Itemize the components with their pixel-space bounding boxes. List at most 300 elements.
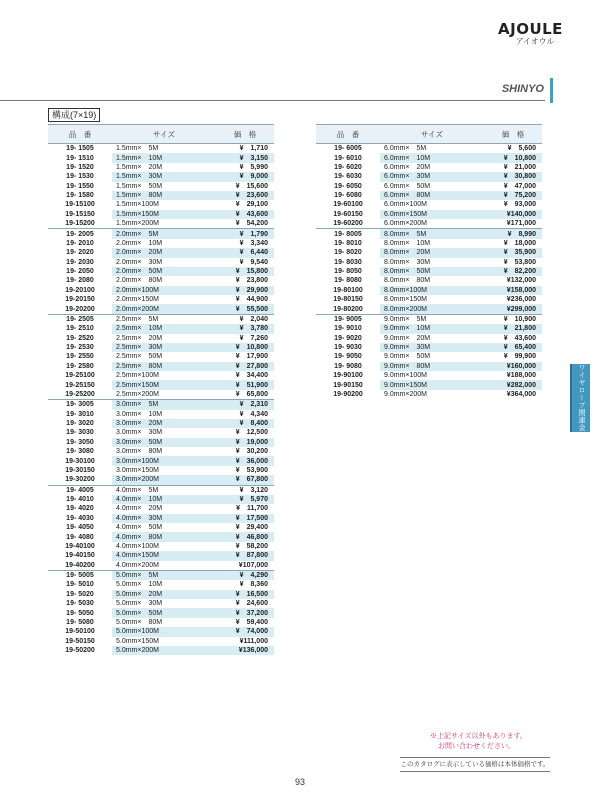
price-cell: ¥ 93,000 (503, 201, 536, 209)
size-cell: 2.5mm× 50M (116, 353, 163, 361)
price-cell: ¥ 1,710 (239, 145, 268, 153)
price-cell: ¥140,000 (484, 210, 542, 219)
table-row (48, 286, 274, 295)
price-cell: ¥ 6,440 (216, 248, 274, 257)
product-code-cell: 19-30200 (48, 475, 112, 485)
size-cell: 9.0mm×200M (384, 390, 427, 398)
table-row (316, 362, 542, 371)
table-row (48, 618, 274, 627)
table-row (48, 447, 274, 456)
price-cell: ¥ 8,400 (216, 419, 274, 428)
price-cell: ¥ 3,150 (216, 153, 274, 162)
size-cell: 4.0mm× 5M (116, 486, 159, 494)
price-cell: ¥ 37,200 (216, 608, 274, 617)
column-header-size: サイズ (380, 125, 484, 144)
product-code-cell: 19- 8050 (334, 268, 362, 276)
size-cell: 2.0mm× 10M (116, 239, 163, 247)
size-cell: 9.0mm× 50M (384, 353, 431, 361)
table-row (48, 504, 274, 513)
product-code-cell: 19- 6080 (334, 192, 362, 200)
price-cell: ¥ 82,200 (484, 267, 542, 276)
table-row (48, 371, 274, 380)
price-cell: ¥ 23,800 (235, 277, 268, 285)
table-row (316, 200, 542, 209)
price-cell: ¥ 24,600 (235, 600, 268, 608)
price-cell: ¥ 47,000 (503, 182, 536, 190)
product-code-cell: 19- 2080 (66, 277, 94, 285)
price-cell: ¥299,000 (484, 304, 542, 314)
product-code-cell: 19- 5005 (66, 572, 94, 580)
product-code-cell: 19-30150 (65, 466, 95, 474)
table-row (316, 153, 542, 162)
price-cell: ¥ 67,800 (216, 475, 274, 485)
table-row (48, 343, 274, 352)
table-row (48, 258, 274, 267)
table-row (48, 182, 274, 191)
price-cell: ¥ 12,500 (235, 429, 268, 437)
size-cell: 9.0mm× 5M (384, 315, 427, 323)
table-row (48, 295, 274, 304)
price-cell: ¥ 51,900 (216, 380, 274, 389)
table-row (316, 210, 542, 219)
table-row (316, 248, 542, 257)
product-code-cell: 19-20200 (48, 304, 112, 314)
price-cell: ¥ 43,600 (216, 210, 274, 219)
size-cell: 1.5mm× 10M (112, 153, 216, 162)
size-cell: 8.0mm× 20M (380, 248, 484, 257)
header-rule (0, 100, 545, 101)
price-cell: ¥ 74,000 (216, 627, 274, 636)
product-code-cell: 19- 4030 (66, 514, 94, 522)
table-header-row (48, 125, 274, 144)
product-code-cell: 19-25150 (65, 381, 95, 389)
price-cell: ¥ 21,800 (484, 324, 542, 333)
column-header-price: 価 格 (216, 125, 274, 144)
size-cell: 4.0mm×100M (116, 542, 159, 550)
price-cell: ¥136,000 (216, 646, 274, 655)
price-cell: ¥ 43,600 (503, 334, 536, 342)
size-cell: 2.0mm× 80M (116, 277, 163, 285)
size-cell: 6.0mm× 5M (384, 145, 427, 153)
size-cell: 4.0mm×200M (112, 561, 216, 571)
size-cell: 5.0mm×150M (116, 637, 159, 645)
size-cell: 5.0mm× 50M (112, 608, 216, 617)
price-cell: ¥ 59,400 (235, 618, 268, 626)
price-cell: ¥ 1,790 (216, 229, 274, 239)
price-cell: ¥ 99,900 (503, 353, 536, 361)
price-cell: ¥ 30,800 (484, 172, 542, 181)
product-code-cell: 19-60100 (333, 201, 363, 209)
product-code-cell: 19-50100 (65, 628, 95, 636)
table-row (48, 580, 274, 589)
size-cell: 3.0mm× 5M (112, 400, 216, 410)
table-row (48, 608, 274, 617)
price-cell: ¥ 35,900 (484, 248, 542, 257)
product-code-cell: 19- 3080 (66, 448, 94, 456)
table-row (48, 627, 274, 636)
table-row (316, 239, 542, 248)
size-cell: 3.0mm× 20M (112, 419, 216, 428)
size-cell: 8.0mm× 50M (380, 267, 484, 276)
size-cell: 1.5mm×200M (112, 219, 216, 229)
product-code-cell: 19- 9010 (334, 325, 362, 333)
table-row (48, 466, 274, 475)
price-cell: ¥ 17,500 (216, 514, 274, 523)
table-row (48, 400, 274, 410)
price-cell: ¥132,000 (506, 277, 536, 285)
size-cell: 6.0mm×200M (380, 219, 484, 229)
table-row (316, 324, 542, 333)
price-cell: ¥ 4,290 (216, 570, 274, 580)
price-cell: ¥ 29,100 (235, 201, 268, 209)
product-code-cell: 19- 8080 (334, 277, 362, 285)
product-code-cell: 19- 3050 (66, 438, 94, 446)
product-code-cell: 19- 5050 (66, 609, 94, 617)
price-cell: ¥ 7,260 (239, 334, 268, 342)
product-code-cell: 19-50150 (65, 637, 95, 645)
product-code-cell: 19- 8030 (334, 258, 362, 266)
product-code-cell: 19-60200 (316, 219, 380, 229)
product-code-cell: 19-90150 (333, 381, 363, 389)
product-code-cell: 19- 4080 (66, 533, 94, 541)
table-row (48, 410, 274, 419)
table-row (316, 276, 542, 285)
size-cell: 8.0mm× 80M (384, 277, 431, 285)
product-code-cell: 19- 5020 (66, 590, 94, 598)
table-row (316, 182, 542, 191)
table-row (48, 324, 274, 333)
price-footnote: このカタログに表示している価格は本体価格です。 (400, 757, 550, 772)
size-cell: 6.0mm×150M (380, 210, 484, 219)
size-cell: 9.0mm×150M (380, 380, 484, 389)
size-cell: 1.5mm× 20M (116, 163, 163, 171)
table-row (48, 380, 274, 389)
size-cell: 9.0mm× 30M (380, 343, 484, 352)
maker-label: SHINYO (501, 83, 544, 95)
product-code-cell: 19- 8010 (334, 239, 362, 247)
product-code-cell: 19- 1550 (66, 182, 94, 190)
table-row (316, 295, 542, 304)
product-code-cell: 19- 2510 (66, 325, 94, 333)
table-row (316, 314, 542, 324)
product-code-cell: 19-30100 (65, 457, 95, 465)
table-row (316, 267, 542, 276)
price-cell: ¥282,000 (484, 380, 542, 389)
product-code-cell: 19- 4020 (66, 505, 94, 513)
product-code-cell: 19-50200 (65, 647, 95, 655)
table-row (48, 219, 274, 229)
price-cell: ¥236,000 (506, 296, 536, 304)
product-code-cell: 19- 2520 (66, 334, 94, 342)
price-cell: ¥ 3,340 (239, 239, 268, 247)
product-code-cell: 19-60150 (333, 210, 363, 218)
size-cell: 5.0mm×100M (112, 627, 216, 636)
product-code-cell: 19- 3020 (66, 420, 94, 428)
size-cell: 8.0mm×200M (380, 304, 484, 314)
price-cell: ¥ 36,000 (216, 456, 274, 465)
column-header-code: 品 番 (316, 125, 380, 144)
product-code-cell: 19- 6030 (334, 173, 362, 181)
price-cell: ¥ 53,900 (235, 466, 268, 474)
price-cell: ¥ 10,800 (484, 153, 542, 162)
price-cell: ¥160,000 (484, 362, 542, 371)
size-cell: 2.0mm×200M (112, 304, 216, 314)
size-cell: 9.0mm×100M (384, 372, 427, 380)
size-cell: 1.5mm× 30M (112, 172, 216, 181)
size-cell: 5.0mm× 20M (112, 590, 216, 599)
price-cell: ¥ 58,200 (235, 542, 268, 550)
size-cell: 6.0mm× 80M (380, 191, 484, 200)
price-cell: ¥ 9,540 (239, 258, 268, 266)
product-code-cell: 19-40100 (65, 542, 95, 550)
product-code-cell: 19- 2530 (66, 344, 94, 352)
table-row (316, 343, 542, 352)
size-cell: 8.0mm×100M (380, 286, 484, 295)
size-cell: 5.0mm× 10M (116, 581, 163, 589)
size-cell: 2.5mm×100M (116, 372, 159, 380)
product-code-cell: 19-20150 (65, 296, 95, 304)
size-cell: 3.0mm× 10M (116, 410, 163, 418)
table-row (316, 258, 542, 267)
price-cell: ¥ 15,600 (235, 182, 268, 190)
table-row (316, 286, 542, 295)
table-row (48, 172, 274, 181)
size-cell: 1.5mm×100M (116, 201, 159, 209)
price-cell: ¥107,000 (216, 561, 274, 571)
product-code-cell: 19-15200 (48, 219, 112, 229)
table-row (48, 239, 274, 248)
column-header-price: 価 格 (484, 125, 542, 144)
table-row (48, 456, 274, 465)
size-cell: 2.0mm×150M (116, 296, 159, 304)
table-row (316, 229, 542, 239)
table-row (48, 646, 274, 655)
product-code-cell: 19-40200 (48, 561, 112, 571)
table-row (48, 551, 274, 560)
price-cell: ¥ 15,800 (216, 267, 274, 276)
size-cell: 1.5mm× 50M (116, 182, 163, 190)
size-cell: 4.0mm× 80M (112, 532, 216, 541)
header-accent-bar (550, 78, 553, 103)
table-header-row (316, 125, 542, 144)
size-cell: 2.5mm× 5M (116, 315, 159, 323)
section-side-tab: ワイヤロープ関連金具 (572, 364, 590, 432)
table-row (316, 371, 542, 380)
size-cell: 5.0mm× 80M (116, 618, 163, 626)
price-cell: ¥ 44,900 (235, 296, 268, 304)
price-table-left-body (48, 144, 274, 656)
price-cell: ¥ 2,040 (239, 315, 268, 323)
price-cell: ¥ 8,990 (484, 229, 542, 239)
size-cell: 3.0mm× 30M (116, 429, 163, 437)
product-code-cell: 19- 2050 (66, 268, 94, 276)
table-row (316, 219, 542, 229)
size-cell: 8.0mm× 10M (384, 239, 431, 247)
size-cell: 6.0mm×100M (384, 201, 427, 209)
product-code-cell: 19-90200 (333, 390, 363, 398)
column-header-code: 品 番 (48, 125, 112, 144)
size-cell: 2.5mm×150M (112, 380, 216, 389)
table-row (48, 532, 274, 541)
table-row (48, 191, 274, 200)
price-cell: ¥ 29,900 (216, 286, 274, 295)
product-code-cell: 19- 4005 (66, 486, 94, 494)
price-cell: ¥188,000 (506, 372, 536, 380)
table-row (48, 542, 274, 551)
table-row (48, 362, 274, 371)
price-table-left (48, 124, 274, 655)
table-row (316, 304, 542, 314)
price-cell: ¥ 18,000 (503, 239, 536, 247)
table-row (48, 637, 274, 646)
size-cell: 3.0mm× 80M (116, 448, 163, 456)
price-cell: ¥111,000 (239, 637, 268, 645)
product-code-cell: 19-80150 (333, 296, 363, 304)
price-cell: ¥ 54,200 (216, 219, 274, 229)
size-cell: 2.0mm× 50M (112, 267, 216, 276)
product-code-cell: 19- 9080 (334, 362, 362, 370)
size-cell: 3.0mm×200M (112, 475, 216, 485)
product-code-cell: 19- 6010 (334, 154, 362, 162)
price-cell: ¥364,000 (506, 390, 536, 398)
table-row (48, 570, 274, 580)
size-note (430, 732, 550, 752)
product-code-cell: 19-80200 (316, 304, 380, 314)
table-row (48, 485, 274, 495)
size-cell: 2.0mm× 20M (112, 248, 216, 257)
page-number: 93 (294, 777, 305, 787)
size-cell: 3.0mm×100M (112, 456, 216, 465)
price-cell: ¥ 27,800 (216, 362, 274, 371)
size-cell: 9.0mm× 80M (380, 362, 484, 371)
size-cell: 6.0mm× 10M (380, 153, 484, 162)
product-code-cell: 19- 1520 (66, 163, 94, 171)
size-cell: 2.0mm× 30M (116, 258, 163, 266)
price-cell: ¥ 29,400 (235, 524, 268, 532)
table-row (48, 314, 274, 324)
table-row (48, 200, 274, 209)
price-cell: ¥ 16,500 (216, 590, 274, 599)
table-row (48, 153, 274, 162)
product-code-cell: 19- 6005 (334, 145, 362, 153)
table-row (48, 229, 274, 239)
product-code-cell: 19-15150 (65, 210, 95, 218)
size-cell: 6.0mm× 20M (384, 163, 431, 171)
price-cell: ¥ 4,340 (239, 410, 268, 418)
price-cell: ¥171,000 (484, 219, 542, 229)
product-code-cell: 19- 1510 (66, 154, 94, 162)
price-cell: ¥158,000 (484, 286, 542, 295)
size-cell: 9.0mm× 20M (384, 334, 431, 342)
brand-subtitle: アイオウル (515, 37, 555, 46)
product-code-cell: 19- 4050 (66, 524, 94, 532)
table-row (48, 163, 274, 172)
price-cell: ¥ 53,800 (503, 258, 536, 266)
product-code-cell: 19-80100 (333, 286, 363, 294)
price-table-right (316, 124, 542, 399)
size-cell: 8.0mm× 5M (380, 229, 484, 239)
product-code-cell: 19- 6020 (334, 163, 362, 171)
size-cell: 2.0mm× 5M (112, 229, 216, 239)
table-row (48, 599, 274, 608)
price-cell: ¥ 65,800 (216, 390, 274, 400)
product-code-cell: 19- 1505 (66, 145, 94, 153)
product-code-cell: 19- 2030 (66, 258, 94, 266)
price-cell: ¥ 3,780 (216, 324, 274, 333)
size-cell: 5.0mm× 5M (112, 570, 216, 580)
product-code-cell: 19-25100 (65, 372, 95, 380)
product-code-cell: 19- 2005 (66, 230, 94, 238)
size-cell: 4.0mm× 50M (116, 524, 163, 532)
table-row (316, 163, 542, 172)
table-row (48, 144, 274, 154)
price-cell: ¥ 55,500 (216, 304, 274, 314)
product-code-cell: 19- 6050 (334, 182, 362, 190)
table-row (316, 144, 542, 154)
product-code-cell: 19- 3010 (66, 410, 94, 418)
size-note-line: ※上記サイズ以外もあります。 (430, 733, 527, 740)
table-row (316, 191, 542, 200)
size-cell: 6.0mm× 50M (384, 182, 431, 190)
product-code-cell: 19- 3030 (66, 429, 94, 437)
product-code-cell: 19- 5030 (66, 600, 94, 608)
table-row (48, 248, 274, 257)
table-row (48, 334, 274, 343)
price-cell: ¥ 17,900 (235, 353, 268, 361)
price-cell: ¥ 87,800 (216, 551, 274, 560)
size-cell: 4.0mm×150M (112, 551, 216, 560)
table-row (48, 428, 274, 437)
table-row (316, 380, 542, 389)
table-row (48, 210, 274, 219)
price-cell: ¥ 75,200 (484, 191, 542, 200)
size-cell: 2.5mm×200M (112, 390, 216, 400)
price-cell: ¥ 2,310 (216, 400, 274, 410)
table-row (48, 523, 274, 532)
product-code-cell: 19- 9050 (334, 353, 362, 361)
table-row (48, 438, 274, 447)
table-row (316, 390, 542, 399)
table-row (48, 267, 274, 276)
table-row (48, 561, 274, 571)
product-code-cell: 19- 9030 (334, 344, 362, 352)
product-code-cell: 19- 1530 (66, 173, 94, 181)
table-row (316, 172, 542, 181)
size-cell: 5.0mm×200M (112, 646, 216, 655)
price-cell: ¥ 5,600 (507, 145, 536, 153)
product-code-cell: 19- 2550 (66, 353, 94, 361)
price-cell: ¥ 34,400 (235, 372, 268, 380)
size-cell: 1.5mm× 80M (112, 191, 216, 200)
size-cell: 3.0mm×150M (116, 466, 159, 474)
price-cell: ¥ 5,990 (239, 163, 268, 171)
price-cell: ¥ 46,800 (216, 532, 274, 541)
size-cell: 2.5mm× 20M (116, 334, 163, 342)
product-code-cell: 19- 2580 (66, 362, 94, 370)
size-cell: 4.0mm× 20M (116, 505, 163, 513)
price-cell: ¥ 9,000 (216, 172, 274, 181)
price-cell: ¥ 5,970 (216, 495, 274, 504)
price-cell: ¥ 11,700 (236, 505, 268, 513)
section-label: 構成(7×19) (48, 108, 100, 122)
table-row (316, 352, 542, 361)
product-code-cell: 19- 5010 (66, 581, 94, 589)
product-code-cell: 19-20100 (65, 286, 95, 294)
table-row (48, 590, 274, 599)
product-code-cell: 19- 2020 (66, 249, 94, 257)
size-cell: 4.0mm× 10M (112, 495, 216, 504)
price-cell: ¥ 10,900 (503, 315, 536, 323)
